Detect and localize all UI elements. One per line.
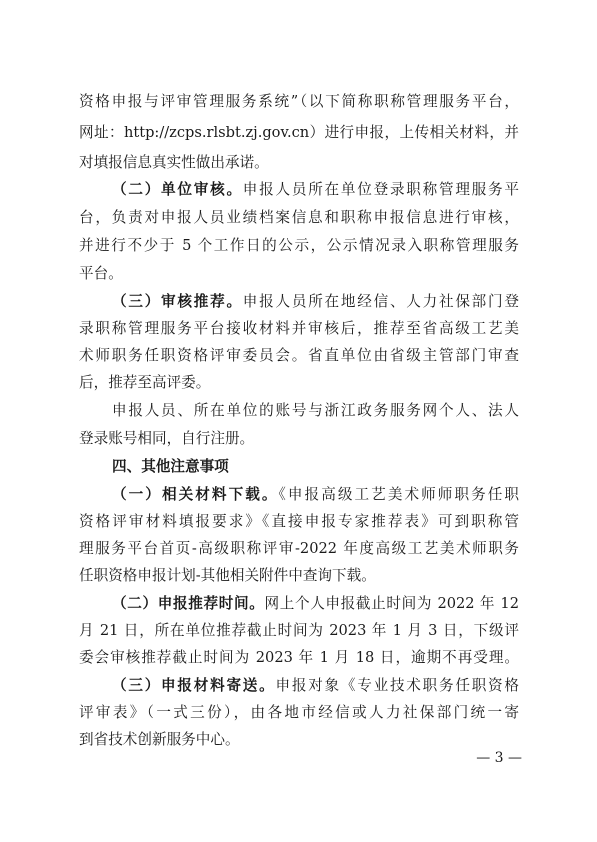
paragraph-download: （一）相关材料下载。《申报高级工艺美术师师职务任职 [112,486,519,503]
paragraph-mailing: （三）申报材料寄送。申报对象《专业技术职务任职资格 [112,677,519,694]
paragraph-deadline: （二）申报推荐时间。网上个人申报截止时间为 2022 年 12 [112,595,519,612]
section-lead: （三）申报材料寄送。 [112,677,276,694]
body-text-line: 平台。 [79,265,123,282]
section-lead: （三）审核推荐。 [112,293,243,310]
body-text-line: 到省技术创新服务中心。 [79,731,240,748]
body-text-line: 术师职务任职资格评审委员会。省直单位由省级主管部门审查 [79,347,519,364]
body-text-line: 后，推荐至高评委。 [79,374,211,391]
section-lead: （二）申报推荐时间。 [112,595,265,612]
section-lead: （一）相关材料下载。 [112,486,279,503]
section-heading: 四、其他注意事项 [112,458,229,475]
body-text-line: 评审表》（一式三份），由各地市经信或人力社保部门统一寄 [79,704,519,721]
body-text-line: 台，负责对申报人员业绩档案信息和职称申报信息进行审核， [79,209,519,226]
body-text-line: 委会审核推荐截止时间为 2023 年 1 月 18 日，逾期不再受理。 [79,649,519,666]
section-lead: （二）单位审核。 [112,181,243,198]
body-text-line: 理服务平台首页-高级职称评审-2022 年度高级工艺美术师职务 [79,540,519,557]
body-text-line: 月 21 日，所在单位推荐截止时间为 2023 年 1 月 3 日，下级评 [79,622,519,639]
body-text-line: 录职称管理服务平台接收材料并审核后，推荐至省高级工艺美 [79,320,519,337]
body-text-line: 资格评审材料填报要求》《直接申报专家推荐表》可到职称管 [79,513,519,530]
body-text-line: 任职资格申报计划-其他相关附件中查询下载。 [79,567,376,584]
paragraph-unit-review: （二）单位审核。申报人员所在单位登录职称管理服务平 [112,181,519,198]
paragraph-audit-recommend: （三）审核推荐。申报人员所在地经信、人力社保部门登 [112,293,519,310]
body-text-line: 对填报信息真实性做出承诺。 [79,154,269,171]
page-number: — 3 — [476,750,522,766]
body-text-line: 登录账号相同，自行注册。 [79,430,255,447]
paragraph-account: 申报人员、所在单位的账号与浙江政务服务网个人、法人 [112,402,519,419]
body-text-line: 资格申报与评审管理服务系统”（以下简称职称管理服务平台， [79,93,519,110]
body-text-line: 并进行不少于 5 个工作日的公示，公示情况录入职称管理服务 [79,237,519,254]
body-text-line: 网址：http://zcps.rlsbt.zj.gov.cn）进行申报，上传相关材料，并 [79,124,519,141]
